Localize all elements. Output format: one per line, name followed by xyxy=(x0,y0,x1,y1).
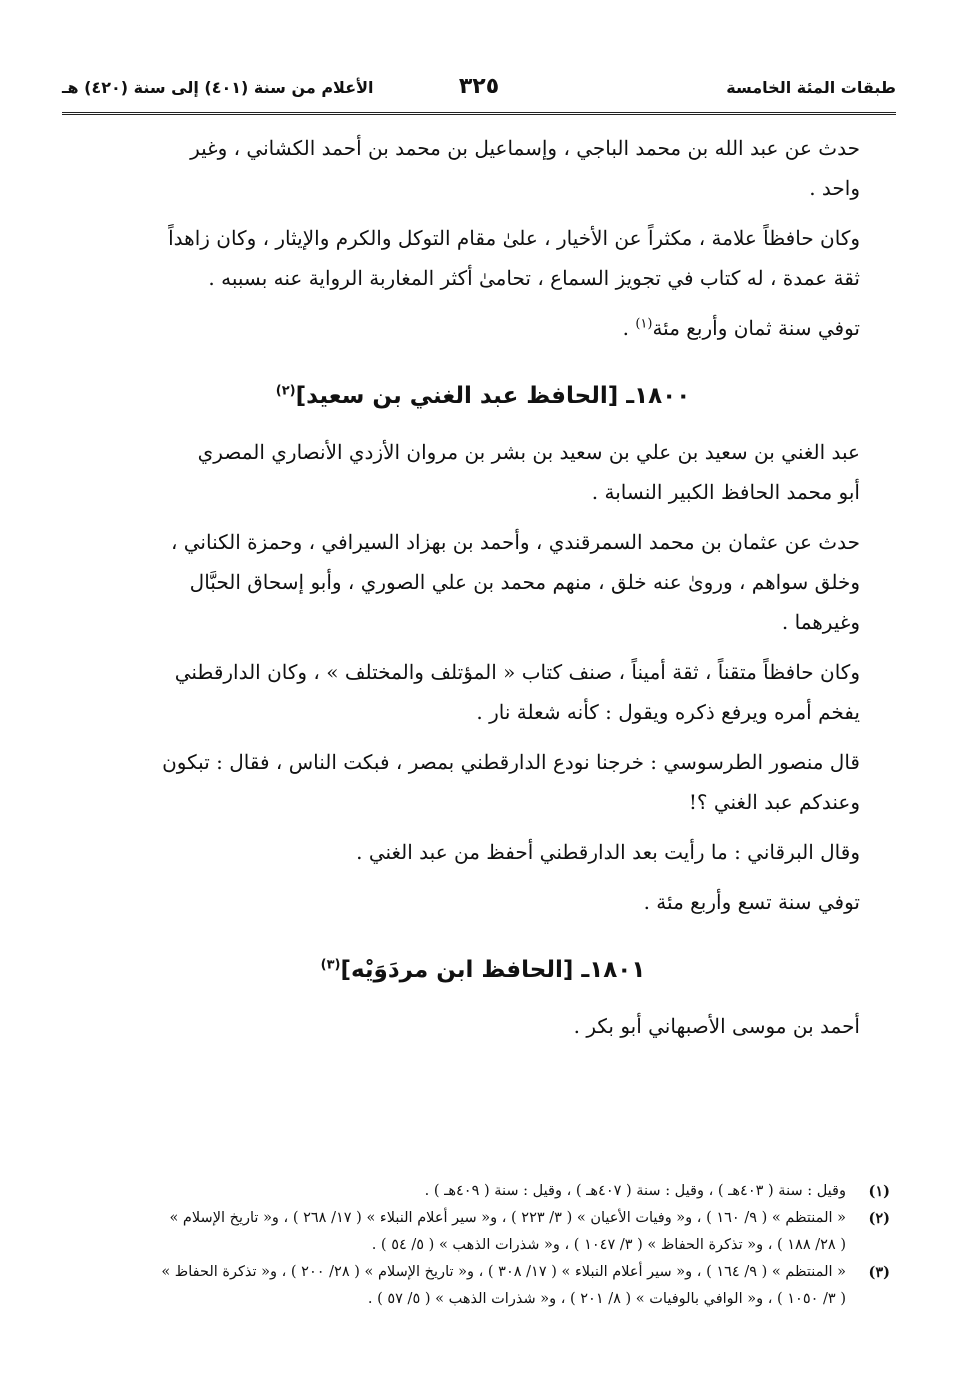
footnote xyxy=(62,1259,894,1313)
text-line: وخلق سواهم ، وروىٰ عنه خلق ، منهم محمد بن علي الصوري ، وأبو إسحاق الحبَّال xyxy=(189,570,860,594)
short-line: أحمد بن موسى الأصبهاني أبو بكر . xyxy=(573,1014,860,1038)
paragraph xyxy=(70,218,896,298)
footnote-line: « المنتظم » ( ٩/ ١٦٤ ) ، و« سير أعلام النبلاء » ( ١٧/ ٣٠٨ ) ، و« تاريخ الإسلام » ( ٢٨/ ٢٠٠ ) ، و« تذكرة الحفاظ » xyxy=(161,1264,846,1280)
paragraph xyxy=(70,652,896,732)
short-line: وقال البرقاني : ما رأيت بعد الدارقطني أحفظ من عبد الغني . xyxy=(356,840,860,864)
text-line: قال منصور الطرسوسي : خرجنا نودع الدارقطني بمصر ، فبكت الناس ، فقال : تبكون xyxy=(162,750,860,774)
death-note: توفي سنة تسع وأربع مئة . xyxy=(643,890,860,914)
footnote-ref: (٢) xyxy=(275,383,296,399)
footnote-text xyxy=(62,1178,846,1205)
text-line: واحد . xyxy=(809,176,860,200)
entry-heading-1800 xyxy=(70,376,896,416)
footnote-text xyxy=(62,1259,846,1313)
text-line: وغيرهما . xyxy=(781,610,860,634)
text-line: وعندكم عبد الغني ؟! xyxy=(688,790,860,814)
footnote-text xyxy=(62,1205,846,1259)
paragraph xyxy=(70,742,896,822)
footnote-line: وقيل : سنة ( ٤٠٣هـ ) ، وقيل : سنة ( ٤٠٧هـ ) ، وقيل : سنة ( ٤٠٩هـ ) . xyxy=(424,1183,846,1199)
paragraph xyxy=(70,432,896,512)
footnotes xyxy=(62,1178,894,1313)
paragraph xyxy=(70,522,896,642)
footnote-number: (١) xyxy=(868,1183,890,1200)
main-text xyxy=(70,128,896,1056)
entry-title: ١٨٠١ـ [الحافظ ابن مردَوَيْه] xyxy=(340,957,646,983)
header-year-range: الأعلام من سنة (٤٠١) إلى سنة (٤٢٠) هـ xyxy=(62,78,374,97)
text-line: وكان حافظاً متقناً ، ثقة أميناً ، صنف كتاب « المؤتلف والمختلف » ، وكان الدارقطني xyxy=(174,660,860,684)
text-line: عبد الغني بن سعيد بن علي بن سعيد بن بشر بن مروان الأزدي الأنصاري المصري xyxy=(197,440,860,464)
footnote-number: (٢) xyxy=(868,1210,890,1227)
text-line: ثقة عمدة ، له كتاب في تجويز السماع ، تحامىٰ أكثر المغاربة الرواية عنه بسببه . xyxy=(208,266,860,290)
entry-heading-1801 xyxy=(70,950,896,990)
header-section-title: طبقات المئة الخامسة xyxy=(726,78,896,97)
running-header xyxy=(62,74,896,108)
header-divider xyxy=(62,112,896,115)
text-line: يفخم أمره ويرفع ذكره ويقول : كأنه شعلة نار . xyxy=(476,700,860,724)
footnote-ref: (٣) xyxy=(320,957,341,973)
footnote xyxy=(62,1178,894,1205)
footnote xyxy=(62,1205,894,1259)
death-text: توفي سنة ثمان وأربع مئة xyxy=(652,316,860,340)
entry-title: ١٨٠٠ـ [الحافظ عبد الغني بن سعيد] xyxy=(295,383,691,409)
text-line: أبو محمد الحافظ الكبير النسابة . xyxy=(591,480,860,504)
footnote-number: (٣) xyxy=(868,1264,890,1281)
text-line: حدث عن عبد الله بن محمد الباجي ، وإسماعيل بن محمد بن أحمد الكشاني ، وغير xyxy=(190,136,860,160)
page-number: ٣٢٥ xyxy=(458,74,500,99)
footnote-line: « المنتظم » ( ٩/ ١٦٠ ) ، و« وفيات الأعيان » ( ٣/ ٢٢٣ ) ، و« سير أعلام النبلاء » ( ١٧/ ٢٦٨ ) ، و« تاريخ الإسلام » xyxy=(169,1210,846,1226)
footnote-line: ( ٣/ ١٠٥٠ ) ، و« الوافي بالوفيات » ( ٨/ ٢٠١ ) ، و« شذرات الذهب » ( ٥/ ٥٧ ) . xyxy=(367,1291,846,1307)
footnote-ref: (١) xyxy=(635,316,653,332)
sentence-end: . xyxy=(622,316,636,340)
paragraph xyxy=(70,128,896,208)
text-line: حدث عن عثمان بن محمد السمرقندي ، وأحمد بن بهزاد السيرافي ، وحمزة الكناني ، xyxy=(170,530,860,554)
footnote-line: ( ٢٨/ ١٨٨ ) ، و« تذكرة الحفاظ » ( ٣/ ١٠٤٧ ) ، و« شذرات الذهب » ( ٥/ ٥٤ ) . xyxy=(371,1237,846,1253)
text-line: وكان حافظاً علامة ، مكثراً عن الأخيار ، علىٰ مقام التوكل والكرم والإيثار ، وكان زاهداً xyxy=(168,226,860,250)
death-note xyxy=(70,308,896,348)
